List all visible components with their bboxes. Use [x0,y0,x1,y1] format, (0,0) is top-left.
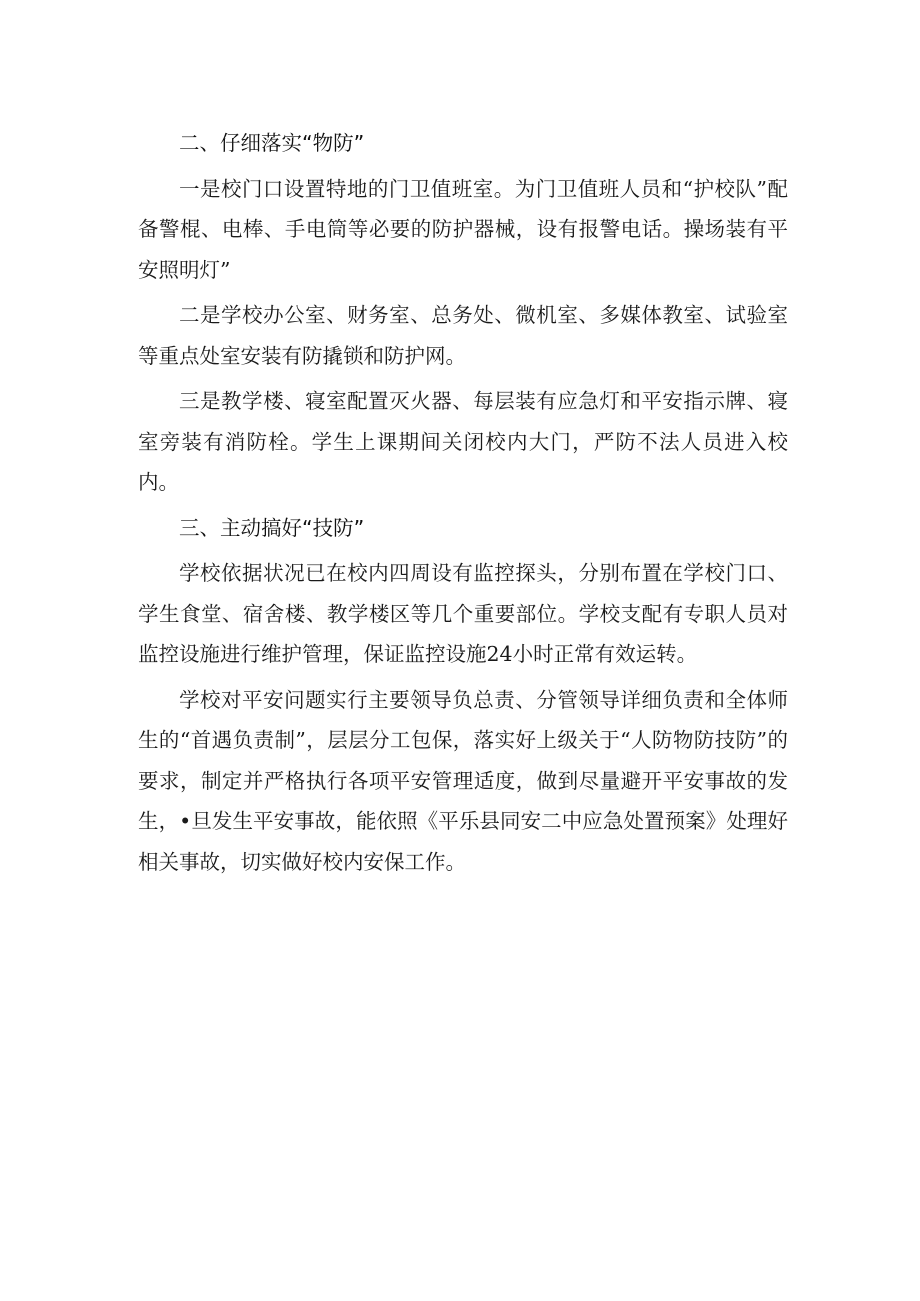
paragraph-monitoring: 学校依据状况已在校内四周设有监控探头，分别布置在学校门口、学生食堂、宿舍楼、教学楼区等几个重要部位。学校支配有专职人员对监控设施进行维护管理，保证监控设施24小时正常有效运转。 [138,561,788,666]
paragraph-office-locks: 二是学校办公室、财务室、总务处、微机室、多媒体教室、试验室等重点处室安装有防撬锁和防护网。 [138,303,788,368]
document-body [138,123,788,887]
section-heading-technical-defense: 三、主动搞好“技防” [179,515,365,540]
paragraph-responsibility: 学校对平安问题实行主要领导负总责、分管领导详细负责和全体师生的“首遇负责制”，层层分工包保，落实好上级关于“人防物防技防”的要求，制定并严格执行各项平安管理适度，做到尽量避开平安事故的发生，•旦发生平安事故，能依照《平乐县同安二中应急处置预案》处理好相关事故，切实做好校内安保工作。 [138,687,788,874]
paragraph-gate-duty-room: 一是校门口设置特地的门卫值班室。为门卫值班人员和“护校队”配备警棍、电棒、手电筒等必要的防护器械，设有报警电话。操场装有平安照明灯” [138,176,788,282]
section-heading-physical-defense: 二、仔细落实“物防” [179,131,365,155]
paragraph-fire-safety: 三是教学楼、寝室配置灭火器、每层装有应急灯和平安指示牌、寝室旁装有消防栓。学生上课期间关闭校内大门，严防不法人员进入校内。 [138,389,788,494]
